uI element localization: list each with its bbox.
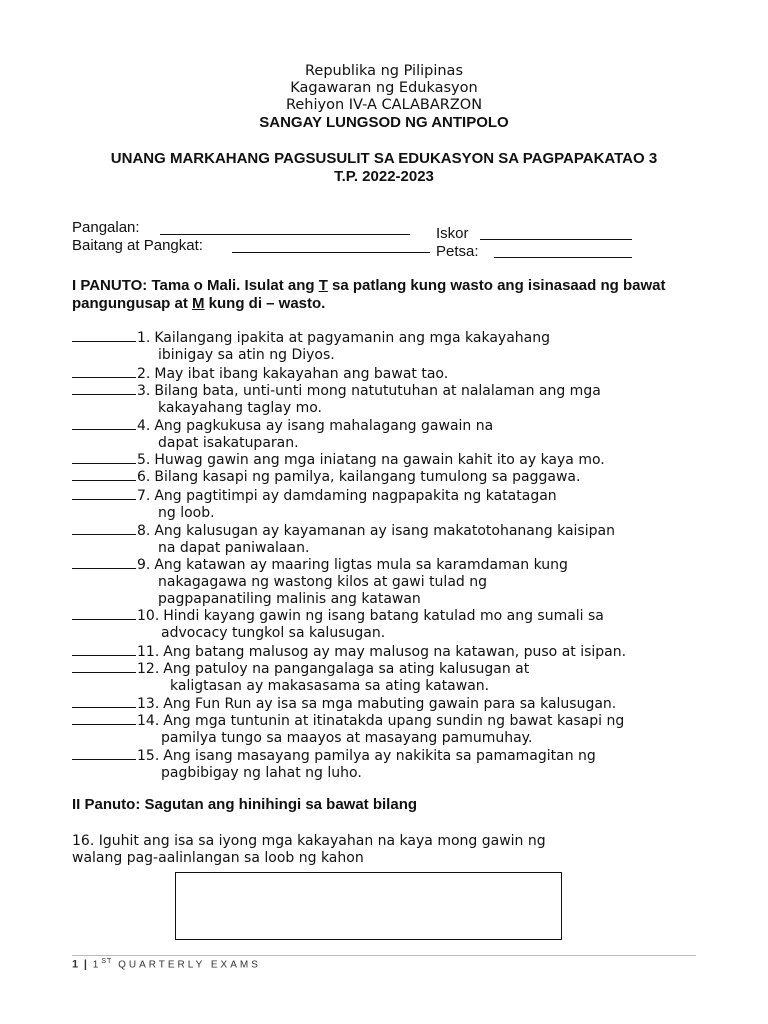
question-first-line — [72, 521, 712, 540]
question-text: Ang patuloy na pangangalaga sa ating kalusugan at — [163, 661, 530, 677]
question-number: 3. — [137, 383, 151, 399]
question-number: 1. — [137, 330, 151, 346]
question-continuation: na dapat paniwalaan. — [158, 540, 310, 556]
question-item — [72, 521, 712, 557]
question-continuation: dapat isakatuparan. — [158, 435, 299, 451]
instr-middle: sa patlang kung wasto ang isinasaad ng bawat pangungusap at — [72, 277, 666, 312]
question-number: 14. — [137, 713, 160, 729]
answer-blank[interactable] — [72, 467, 136, 481]
question-item — [72, 416, 712, 452]
question-item — [72, 606, 712, 642]
q16-line1: 16. Iguhit ang isa sa iyong mga kakayahan na kaya mong gawin ng — [72, 833, 546, 849]
question-text: Ang isang masayang pamilya ay nakikita sa pamamagitan ng — [163, 748, 596, 764]
answer-blank[interactable] — [72, 416, 136, 430]
question-continuation: kakayahang taglay mo. — [158, 400, 322, 416]
question-item — [72, 555, 712, 608]
answer-blank[interactable] — [72, 694, 136, 708]
header-republic: Republika ng Pilipinas — [304, 63, 463, 79]
question-text: Ang katawan ay maaring ligtas mula sa karamdaman kung — [154, 557, 568, 573]
question-continuation: pagpapanatiling malinis ang katawan — [158, 591, 421, 607]
answer-blank[interactable] — [72, 381, 136, 395]
footer-divider — [72, 955, 696, 956]
question-number: 9. — [137, 557, 151, 573]
answer-blank[interactable] — [72, 450, 136, 464]
question-item — [72, 659, 712, 695]
question-number: 5. — [137, 452, 151, 468]
question-text: Kailangang ipakita at pagyamanin ang mga kakayahang — [154, 330, 550, 346]
question-number: 15. — [137, 748, 160, 764]
question-text: Huwag gawin ang mga iniatang na gawain kahit ito ay kaya mo. — [154, 452, 605, 468]
question-text: Ang Fun Run ay isa sa mga mabuting gawain para sa kalusugan. — [163, 696, 617, 712]
header-division: SANGAY LUNGSOD NG ANTIPOLO — [259, 114, 509, 131]
question-item — [72, 381, 712, 417]
date-label: Petsa: — [436, 243, 479, 260]
answer-blank[interactable] — [72, 746, 136, 760]
section2-heading: II Panuto: Sagutan ang hinihingi sa bawat bilang — [72, 796, 418, 813]
question-continuation: ibinigay sa atin ng Diyos. — [158, 347, 335, 363]
drawing-box[interactable] — [175, 872, 562, 940]
question-text: Ang pagkukusa ay isang mahalagang gawain na — [154, 418, 494, 434]
question-first-line — [72, 467, 712, 486]
question-number: 4. — [137, 418, 151, 434]
question-continuation: advocacy tungkol sa kalusugan. — [161, 625, 386, 641]
question-first-line — [72, 555, 712, 574]
footer-text: QUARTERLY EXAMS — [118, 959, 261, 971]
answer-blank[interactable] — [72, 555, 136, 569]
question-16 — [72, 833, 712, 867]
question-item — [72, 467, 712, 486]
section1-instructions — [72, 277, 712, 313]
question-item — [72, 746, 712, 782]
page-footer — [72, 958, 261, 970]
question-number: 8. — [137, 523, 151, 539]
question-text: Ang mga tuntunin at itinatakda upang sundin ng bawat kasapi ng — [163, 713, 625, 729]
exam-title: UNANG MARKAHANG PAGSUSULIT SA EDUKASYON SA PAGPAPAKATAO 3 — [110, 150, 658, 167]
question-first-line — [72, 606, 712, 625]
answer-blank[interactable] — [72, 364, 136, 378]
question-text: Ang pagtitimpi ay damdaming nagpapakita ng katatagan — [154, 488, 557, 504]
question-first-line — [72, 659, 712, 678]
question-first-line — [72, 381, 712, 400]
question-number: 11. — [137, 644, 160, 660]
question-number: 7. — [137, 488, 151, 504]
name-label: Pangalan: — [72, 219, 140, 236]
question-number: 2. — [137, 366, 151, 382]
question-first-line — [72, 711, 712, 730]
footer-page-number: 1 — [72, 958, 79, 971]
answer-blank[interactable] — [72, 521, 136, 535]
name-field[interactable] — [160, 234, 410, 235]
answer-blank[interactable] — [72, 328, 136, 342]
question-continuation: pamilya tungo sa maayos at masayang pamumuhay. — [161, 730, 533, 746]
footer-ordinal: 1 — [92, 959, 102, 971]
instr-m-letter: M — [192, 295, 205, 312]
question-first-line — [72, 486, 712, 505]
date-field[interactable] — [494, 257, 632, 258]
question-text: Ang batang malusog ay may malusog na katawan, puso at isipan. — [163, 644, 627, 660]
question-item — [72, 486, 712, 522]
instr-suffix: kung di – wasto. — [204, 295, 326, 312]
answer-blank[interactable] — [72, 606, 136, 620]
question-text: Ang kalusugan ay kayamanan ay isang makatotohanang kaisipan — [154, 523, 615, 539]
answer-blank[interactable] — [72, 711, 136, 725]
question-text: May ibat ibang kakayahan ang bawat tao. — [154, 366, 449, 382]
header-department: Kagawaran ng Edukasyon — [290, 80, 478, 96]
question-item — [72, 328, 712, 364]
footer-separator: | — [83, 958, 87, 971]
question-continuation: ng loob. — [158, 505, 215, 521]
answer-blank[interactable] — [72, 486, 136, 500]
question-first-line — [72, 328, 712, 347]
grade-section-field[interactable] — [232, 252, 430, 253]
question-continuation: nakagagawa ng wastong kilos at gawi tulad ng — [158, 574, 487, 590]
q16-line2: walang pag-aalinlangan sa loob ng kahon — [72, 850, 364, 866]
question-number: 13. — [137, 696, 160, 712]
question-text: Bilang bata, unti-unti mong natututuhan at nalalaman ang mga — [154, 383, 601, 399]
question-number: 12. — [137, 661, 160, 677]
instr-t-letter: T — [318, 277, 328, 294]
score-label: Iskor — [436, 225, 469, 242]
question-continuation: pagbibigay ng lahat ng luho. — [161, 765, 362, 781]
score-field[interactable] — [480, 239, 632, 240]
question-continuation: kaligtasan ay makasasama sa ating katawan. — [170, 678, 490, 694]
answer-blank[interactable] — [72, 659, 136, 673]
question-item — [72, 711, 712, 747]
school-year: T.P. 2022-2023 — [334, 168, 434, 185]
question-first-line — [72, 416, 712, 435]
grade-section-label: Baitang at Pangkat: — [72, 237, 203, 254]
question-number: 10. — [137, 608, 160, 624]
question-text: Bilang kasapi ng pamilya, kailangang tumulong sa paggawa. — [154, 469, 581, 485]
question-text: Hindi kayang gawin ng isang batang katulad mo ang sumali sa — [163, 608, 604, 624]
header-region: Rehiyon IV-A CALABARZON — [285, 97, 483, 113]
question-number: 6. — [137, 469, 151, 485]
footer-ordinal-suffix: ST — [101, 958, 113, 965]
answer-blank[interactable] — [72, 642, 136, 656]
instr-prefix: I PANUTO: Tama o Mali. Isulat ang — [72, 277, 319, 294]
question-first-line — [72, 746, 712, 765]
